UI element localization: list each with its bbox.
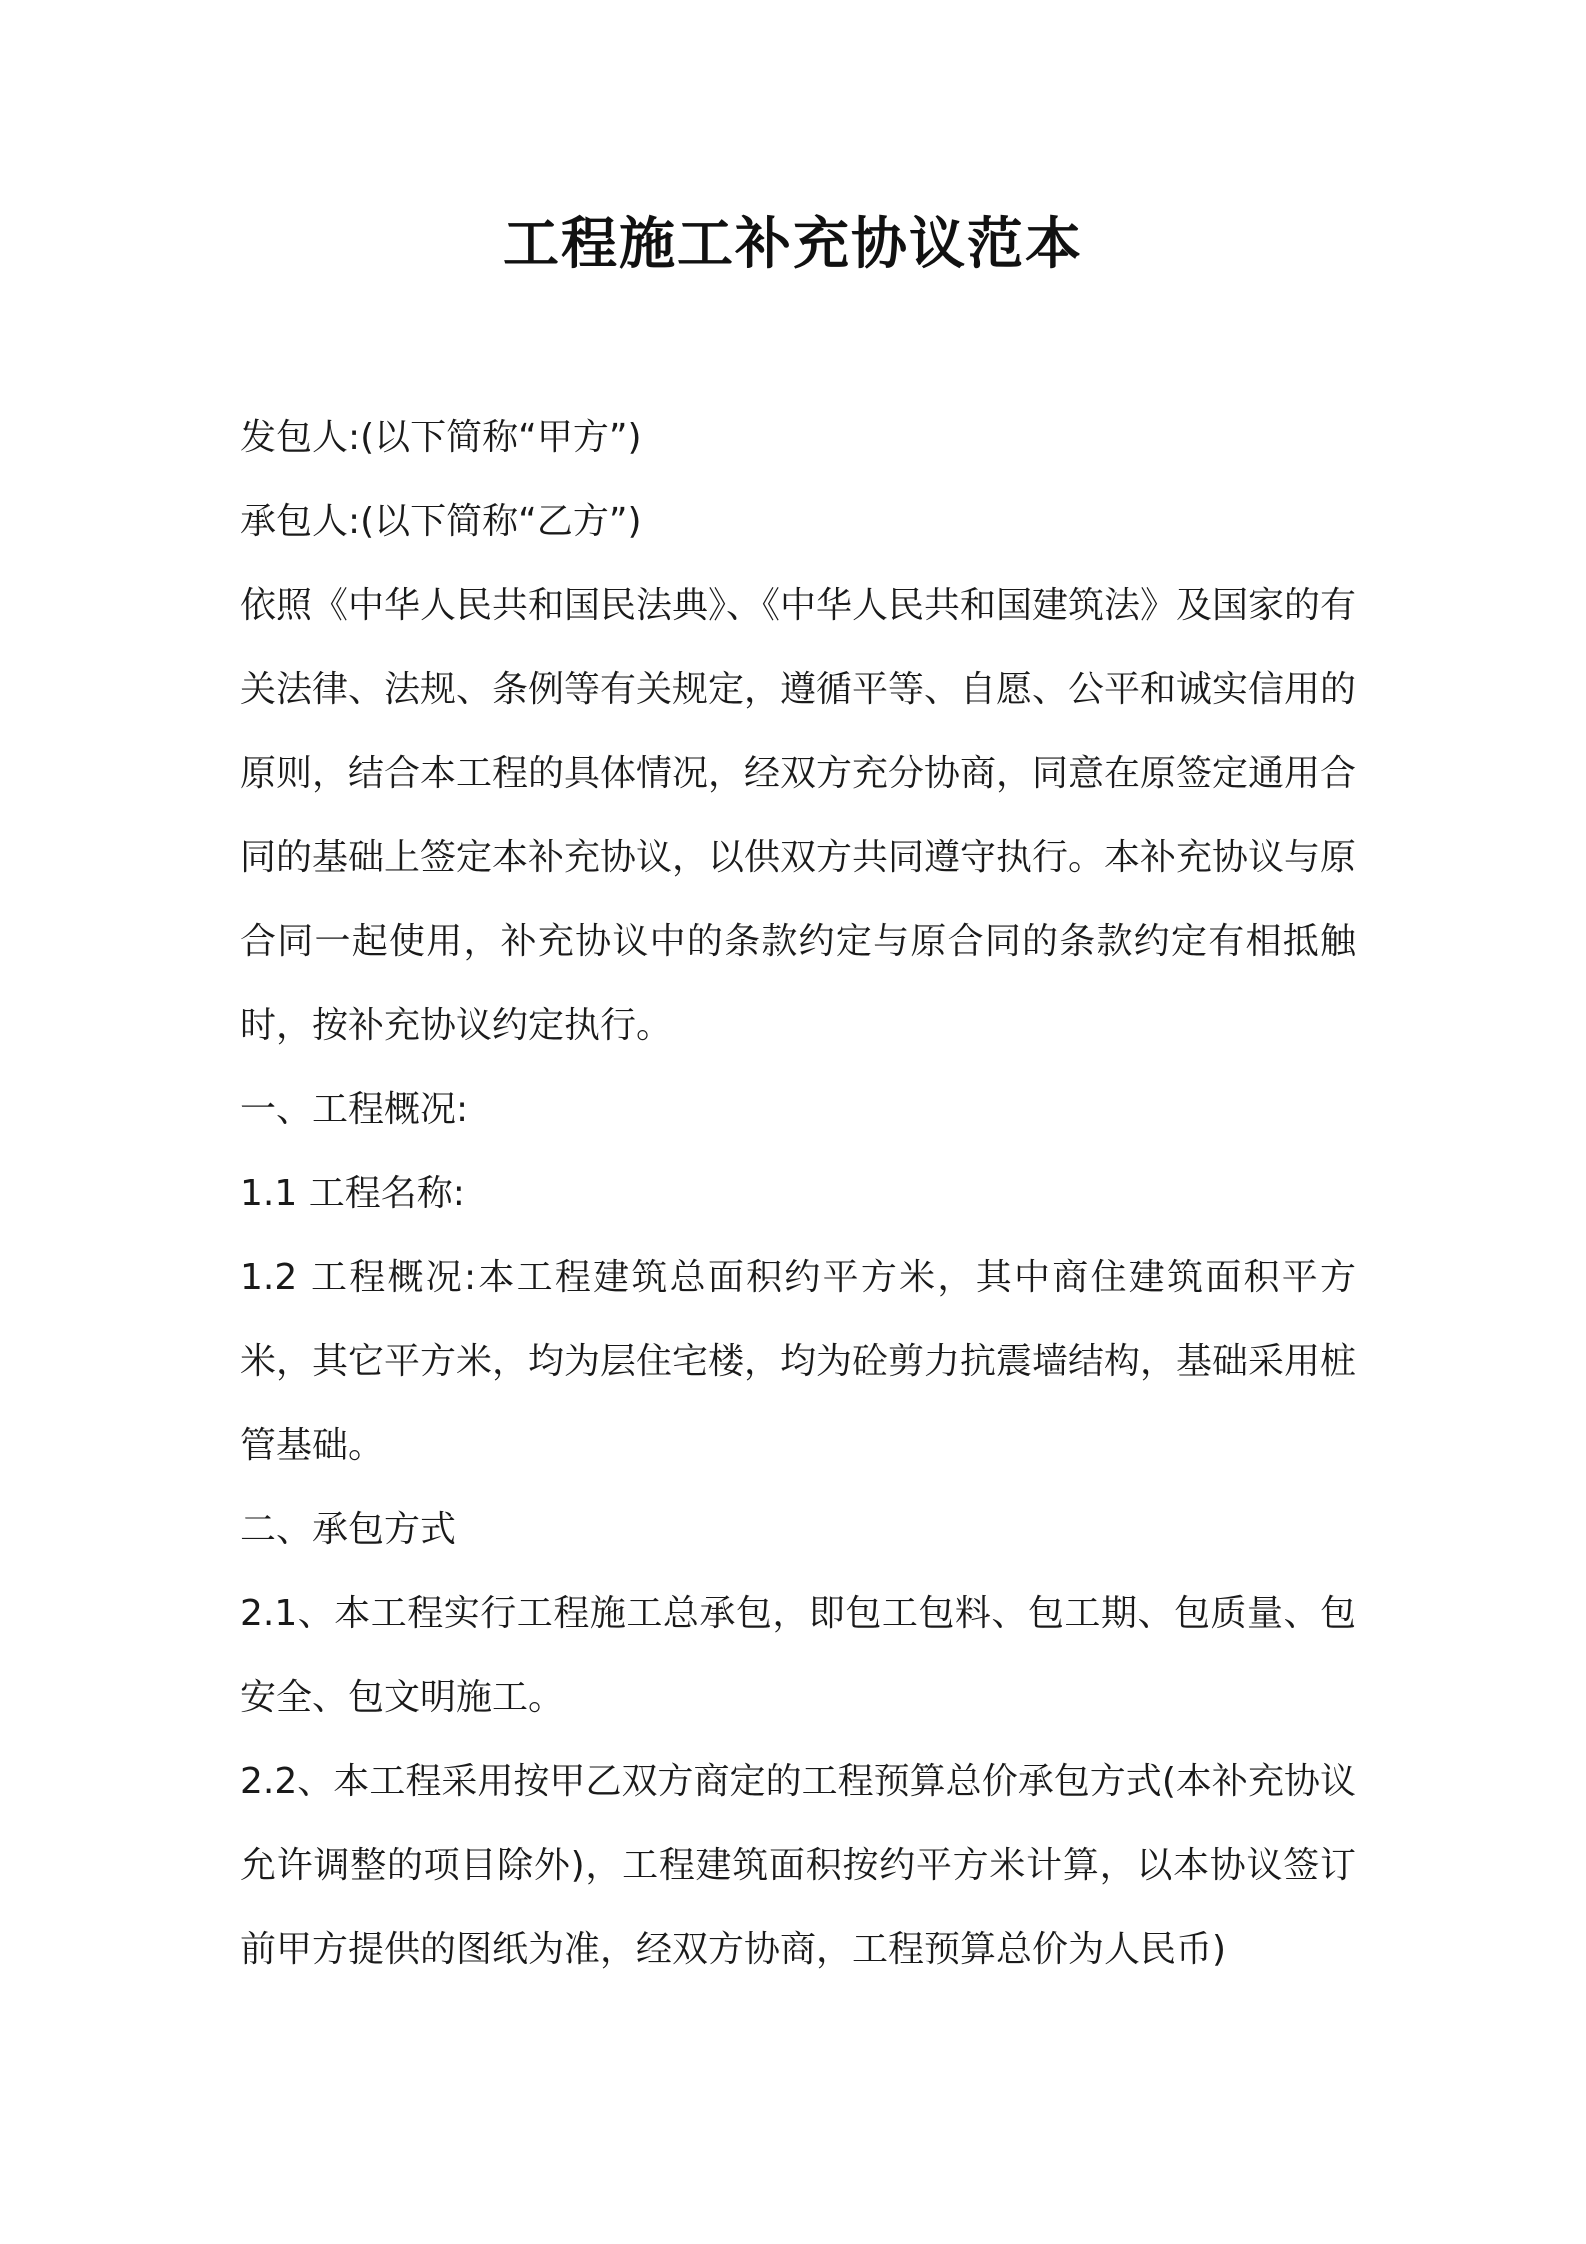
document-body [240,396,1356,1992]
clause-2-2: 2.2、本工程采用按甲乙双方商定的工程预算总价承包方式(本补充协议允许调整的项目除外)，工程建筑面积按约平方米计算，以本协议签订前甲方提供的图纸为准，经双方协商，工程预算总价为人民币) [240,1761,1356,1970]
paragraph-preamble: 依照《中华人民共和国民法典》、《中华人民共和国建筑法》及国家的有关法律、法规、条例等有关规定，遵循平等、自愿、公平和诚实信用的原则，结合本工程的具体情况，经双方充分协商，同意在原签定通用合同的基础上签定本补充协议，以供双方共同遵守执行。本补充协议与原合同一起使用，补充协议中的条款约定与原合同的条款约定有相抵触时，按补充协议约定执行。 [240,585,1357,1046]
clause-1-1: 1.1 工程名称: [240,1173,465,1214]
section-heading-project-overview: 一、工程概况: [240,1089,469,1130]
paragraph-contractor: 承包人:(以下简称“乙方”) [240,501,642,542]
paragraph-employer: 发包人:(以下简称“甲方”) [240,417,642,458]
section-heading-contract-method: 二、承包方式 [240,1509,457,1550]
clause-2-1: 2.1、本工程实行工程施工总承包，即包工包料、包工期、包质量、包安全、包文明施工。 [240,1593,1356,1718]
document-title: 工程施工补充协议范本 [503,212,1083,277]
clause-1-2: 1.2 工程概况:本工程建筑总面积约平方米，其中商住建筑面积平方米，其它平方米，均为层住宅楼，均为砼剪力抗震墙结构，基础采用桩管基础。 [240,1257,1357,1466]
